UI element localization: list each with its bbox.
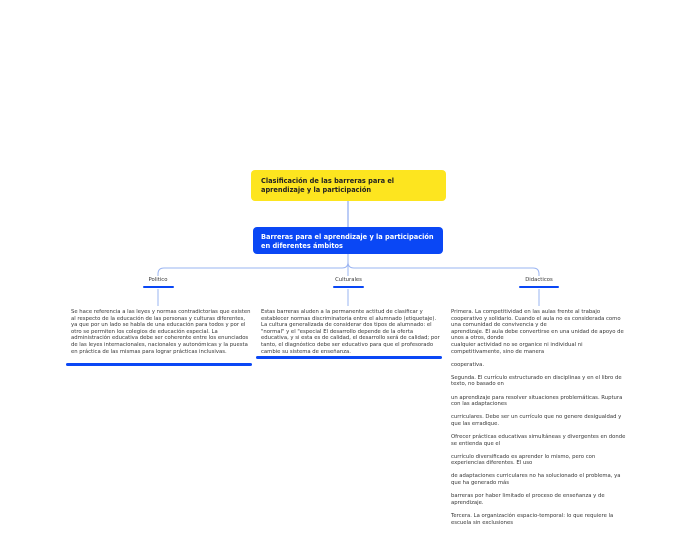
branch-culturales-underline [333, 286, 364, 288]
leaf-didacticos-paragraph: currículo diversificado es aprender lo mismo, pero con experiencias diferentes. El uso [451, 453, 596, 467]
leaf-politico-text: Se hace referencia a las leyes y normas contradictorias que existen al respecto de la educación de las personas y culturas diferentes, ya que por un lado se habla de una educación para todos y por el otro se permiten los colegios de educación especial. La administración educativa debe ser coherente entre los enunciados de las leyes internacionales, nacionales y autonómicas y la puesta en práctica de las mismas para lograr prácticas inclusivas. [71, 309, 251, 355]
leaf-culturales-bar [256, 356, 442, 359]
leaf-culturales-text: Estas barreras aluden a la permanente actitud de clasificar y establecer normas discriminatoria entre el alumnado (etiquetaje). La cultura generalizada de considerar dos tipos de alumnado: el "normal" y el "especial El desarrollo depende de la oferta educativa, y si esta es de calidad, el desarrollo será de calidad; por tanto, el diagnóstico debe ser educativo para que el profesorado cambie su sistema de enseñanza. [261, 309, 440, 355]
leaf-didacticos-paragraph: un aprendizaje para resolver situaciones problemáticas. Ruptura con las adaptaciones [451, 394, 623, 408]
leaf-didacticos[interactable] [451, 309, 627, 533]
leaf-didacticos-paragraph: Tercera. La organización espacio-temporal: lo que requiere la escuela sin exclusiones [451, 512, 614, 526]
root-topic[interactable] [251, 170, 446, 201]
leaf-politico[interactable] [71, 309, 251, 355]
branch-politico-label[interactable]: Politico [148, 277, 168, 283]
leaf-didacticos-paragraph: Segunda. El currículo estructurado en disciplinas y en el libro de texto, no basado en [451, 374, 622, 388]
leaf-culturales[interactable] [261, 309, 441, 355]
leaf-didacticos-paragraph: Primera. La competitividad en las aulas frente al trabajo cooperativo y solidario. Cuando el aula no es considerada como una comunidad de convivencia y de aprendizaje. El aula debe convertirse en una unidad de apoyo de unos a otros, donde cualquier actividad no se organice ni individual ni competitivamente, sino de manera [451, 309, 624, 355]
leaf-didacticos-paragraph: barreras por haber limitado el proceso de enseñanza y de aprendizaje. [451, 493, 605, 506]
branch-didacticos-underline [519, 286, 559, 288]
root-topic-title: Clasificación de las barreras para el aprendizaje y la participación [261, 177, 395, 194]
leaf-didacticos-paragraph: Ofrecer prácticas educativas simultáneas y divergentes en donde se entienda que el [451, 434, 626, 447]
branch-didacticos-label[interactable]: Didacticos [525, 277, 553, 283]
branch-culturales-label[interactable]: Culturales [335, 277, 362, 283]
leaf-politico-bar [66, 363, 252, 366]
leaf-didacticos-paragraph: curriculares. Debe ser un currículo que no genere desigualdad y que las erradique. [451, 414, 622, 427]
leaf-didacticos-paragraph: cooperativa. [451, 361, 485, 368]
main-topic-title: Barreras para el aprendizaje y la participación en diferentes ámbitos [261, 233, 434, 250]
branch-politico-underline [143, 286, 174, 288]
main-topic[interactable] [253, 227, 443, 254]
leaf-didacticos-paragraph: de adaptaciones curriculares no ha solucionado el problema, ya que ha generado más [451, 473, 621, 487]
